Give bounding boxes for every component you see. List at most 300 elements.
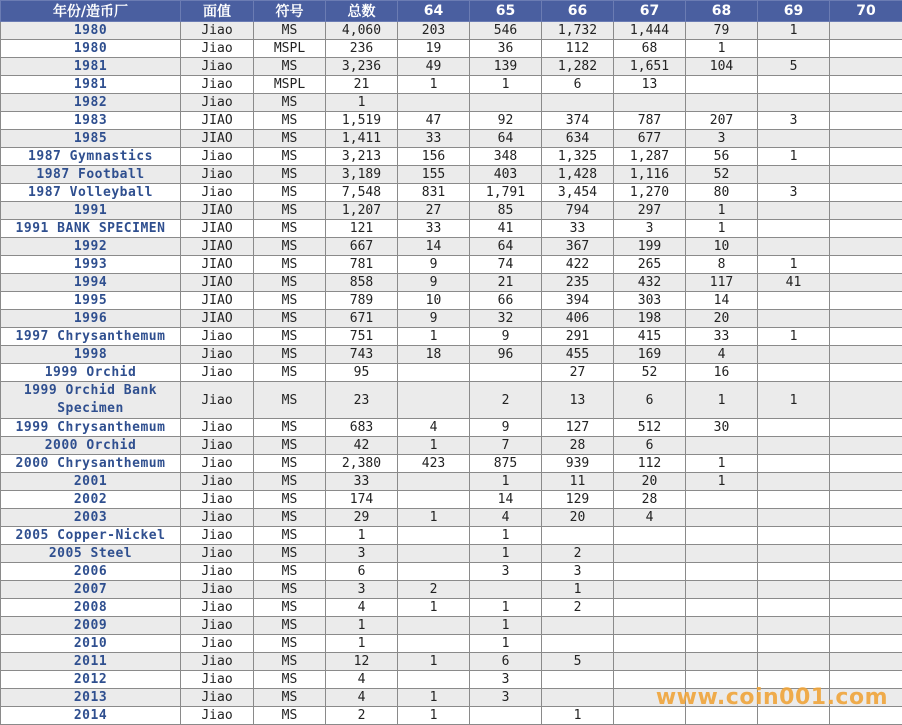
cell-g64 xyxy=(398,671,470,689)
cell-total: 6 xyxy=(326,563,398,581)
cell-g70 xyxy=(830,328,902,346)
cell-g66: 422 xyxy=(542,256,614,274)
cell-g66: 367 xyxy=(542,238,614,256)
cell-g65: 9 xyxy=(470,328,542,346)
cell-total: 42 xyxy=(326,437,398,455)
cell-g68: 1 xyxy=(686,382,758,419)
cell-designation: MS xyxy=(254,130,326,148)
cell-g70 xyxy=(830,599,902,617)
cell-g67: 112 xyxy=(614,455,686,473)
cell-g67 xyxy=(614,635,686,653)
cell-denomination: JIAO xyxy=(181,274,254,292)
cell-g64: 33 xyxy=(398,130,470,148)
cell-g65: 32 xyxy=(470,310,542,328)
cell-designation: MS xyxy=(254,527,326,545)
cell-g69 xyxy=(758,364,830,382)
cell-denomination: Jiao xyxy=(181,22,254,40)
cell-g64: 27 xyxy=(398,202,470,220)
cell-g66: 939 xyxy=(542,455,614,473)
cell-total: 4 xyxy=(326,689,398,707)
cell-g66: 374 xyxy=(542,112,614,130)
cell-total: 1,207 xyxy=(326,202,398,220)
cell-total: 1,411 xyxy=(326,130,398,148)
watermark: www.coin001.com xyxy=(656,685,888,710)
cell-total: 3 xyxy=(326,581,398,599)
cell-g64: 10 xyxy=(398,292,470,310)
cell-total: 12 xyxy=(326,653,398,671)
cell-g66 xyxy=(542,689,614,707)
cell-g68: 14 xyxy=(686,292,758,310)
cell-g66: 235 xyxy=(542,274,614,292)
cell-denomination: Jiao xyxy=(181,545,254,563)
cell-g67: 677 xyxy=(614,130,686,148)
cell-denomination: Jiao xyxy=(181,635,254,653)
cell-g67: 297 xyxy=(614,202,686,220)
cell-g66: 127 xyxy=(542,419,614,437)
cell-designation: MS xyxy=(254,148,326,166)
cell-g67: 198 xyxy=(614,310,686,328)
cell-g68: 52 xyxy=(686,166,758,184)
cell-g64: 9 xyxy=(398,274,470,292)
cell-denomination: JIAO xyxy=(181,130,254,148)
cell-g65: 36 xyxy=(470,40,542,58)
cell-total: 3 xyxy=(326,545,398,563)
cell-g65: 6 xyxy=(470,653,542,671)
cell-year: 2007 xyxy=(1,581,181,599)
cell-g67: 20 xyxy=(614,473,686,491)
cell-g65: 3 xyxy=(470,671,542,689)
cell-g70 xyxy=(830,202,902,220)
cell-year: 1987 Gymnastics xyxy=(1,148,181,166)
cell-g70 xyxy=(830,220,902,238)
cell-g68: 56 xyxy=(686,148,758,166)
cell-g68 xyxy=(686,581,758,599)
cell-g67 xyxy=(614,563,686,581)
cell-g67: 432 xyxy=(614,274,686,292)
cell-designation: MS xyxy=(254,707,326,725)
cell-g69 xyxy=(758,473,830,491)
cell-g64: 1 xyxy=(398,599,470,617)
cell-total: 3,236 xyxy=(326,58,398,76)
cell-denomination: Jiao xyxy=(181,455,254,473)
cell-g66: 129 xyxy=(542,491,614,509)
cell-g70 xyxy=(830,635,902,653)
cell-g66 xyxy=(542,527,614,545)
cell-year: 1996 xyxy=(1,310,181,328)
cell-g66: 13 xyxy=(542,382,614,419)
cell-g67 xyxy=(614,527,686,545)
cell-designation: MSPL xyxy=(254,76,326,94)
cell-g66: 794 xyxy=(542,202,614,220)
header-denomination: 面值 xyxy=(181,1,254,22)
cell-denomination: Jiao xyxy=(181,382,254,419)
cell-g65: 875 xyxy=(470,455,542,473)
cell-g64: 203 xyxy=(398,22,470,40)
cell-g64: 18 xyxy=(398,346,470,364)
cell-year: 1997 Chrysanthemum xyxy=(1,328,181,346)
cell-g70 xyxy=(830,581,902,599)
cell-g64: 1 xyxy=(398,509,470,527)
cell-total: 2,380 xyxy=(326,455,398,473)
cell-denomination: Jiao xyxy=(181,76,254,94)
cell-denomination: Jiao xyxy=(181,364,254,382)
cell-designation: MS xyxy=(254,455,326,473)
cell-total: 121 xyxy=(326,220,398,238)
cell-g69 xyxy=(758,581,830,599)
cell-total: 1 xyxy=(326,617,398,635)
cell-g69 xyxy=(758,545,830,563)
cell-total: 858 xyxy=(326,274,398,292)
table-row xyxy=(1,76,902,94)
cell-designation: MS xyxy=(254,617,326,635)
cell-g68: 104 xyxy=(686,58,758,76)
cell-g66: 3 xyxy=(542,563,614,581)
cell-designation: MS xyxy=(254,653,326,671)
cell-designation: MS xyxy=(254,635,326,653)
cell-g65: 21 xyxy=(470,274,542,292)
table-row xyxy=(1,292,902,310)
cell-g69 xyxy=(758,76,830,94)
cell-g66: 455 xyxy=(542,346,614,364)
cell-g66: 291 xyxy=(542,328,614,346)
cell-denomination: Jiao xyxy=(181,563,254,581)
cell-year: 2001 xyxy=(1,473,181,491)
cell-g64 xyxy=(398,563,470,581)
cell-g67: 512 xyxy=(614,419,686,437)
cell-total: 3,213 xyxy=(326,148,398,166)
cell-g65: 1 xyxy=(470,76,542,94)
cell-g70 xyxy=(830,184,902,202)
cell-designation: MS xyxy=(254,689,326,707)
cell-g70 xyxy=(830,274,902,292)
cell-total: 789 xyxy=(326,292,398,310)
cell-g70 xyxy=(830,40,902,58)
cell-g68: 1 xyxy=(686,455,758,473)
cell-total: 2 xyxy=(326,707,398,725)
cell-denomination: Jiao xyxy=(181,346,254,364)
cell-g66: 33 xyxy=(542,220,614,238)
cell-g68: 117 xyxy=(686,274,758,292)
cell-g66: 1,428 xyxy=(542,166,614,184)
cell-g64 xyxy=(398,491,470,509)
cell-g69 xyxy=(758,202,830,220)
cell-designation: MS xyxy=(254,184,326,202)
cell-g68 xyxy=(686,563,758,581)
cell-g64: 423 xyxy=(398,455,470,473)
cell-denomination: Jiao xyxy=(181,671,254,689)
cell-g66: 634 xyxy=(542,130,614,148)
cell-designation: MS xyxy=(254,346,326,364)
cell-designation: MS xyxy=(254,671,326,689)
cell-g65: 1 xyxy=(470,527,542,545)
cell-g69 xyxy=(758,419,830,437)
cell-g66 xyxy=(542,671,614,689)
table-row xyxy=(1,581,902,599)
cell-g64: 2 xyxy=(398,581,470,599)
cell-denomination: Jiao xyxy=(181,437,254,455)
cell-year: 1980 xyxy=(1,40,181,58)
cell-g67: 6 xyxy=(614,437,686,455)
cell-designation: MS xyxy=(254,364,326,382)
cell-g67: 6 xyxy=(614,382,686,419)
cell-total: 33 xyxy=(326,473,398,491)
table-row xyxy=(1,599,902,617)
cell-g67: 68 xyxy=(614,40,686,58)
cell-year: 2000 Chrysanthemum xyxy=(1,455,181,473)
table-row xyxy=(1,238,902,256)
cell-denomination: Jiao xyxy=(181,617,254,635)
cell-g67: 4 xyxy=(614,509,686,527)
cell-g64: 49 xyxy=(398,58,470,76)
cell-g68 xyxy=(686,527,758,545)
cell-g66: 28 xyxy=(542,437,614,455)
table-row xyxy=(1,310,902,328)
cell-denomination: Jiao xyxy=(181,58,254,76)
cell-g66: 1 xyxy=(542,707,614,725)
cell-g65: 64 xyxy=(470,238,542,256)
cell-year: 1995 xyxy=(1,292,181,310)
cell-total: 4 xyxy=(326,599,398,617)
cell-g65 xyxy=(470,94,542,112)
cell-g67: 28 xyxy=(614,491,686,509)
cell-g70 xyxy=(830,346,902,364)
cell-g64 xyxy=(398,473,470,491)
header-total: 总数 xyxy=(326,1,398,22)
cell-g65: 41 xyxy=(470,220,542,238)
cell-g67: 3 xyxy=(614,220,686,238)
cell-denomination: Jiao xyxy=(181,707,254,725)
cell-g67: 13 xyxy=(614,76,686,94)
header-grade-65: 65 xyxy=(470,1,542,22)
cell-year: 1999 Orchid xyxy=(1,364,181,382)
cell-g64 xyxy=(398,364,470,382)
cell-g67: 1,287 xyxy=(614,148,686,166)
cell-designation: MS xyxy=(254,58,326,76)
cell-g66: 2 xyxy=(542,599,614,617)
cell-designation: MS xyxy=(254,22,326,40)
table-row xyxy=(1,635,902,653)
table-row xyxy=(1,148,902,166)
cell-total: 1 xyxy=(326,635,398,653)
cell-g70 xyxy=(830,382,902,419)
cell-g64: 19 xyxy=(398,40,470,58)
cell-g64: 14 xyxy=(398,238,470,256)
cell-g68: 3 xyxy=(686,130,758,148)
cell-g64: 156 xyxy=(398,148,470,166)
cell-denomination: JIAO xyxy=(181,292,254,310)
cell-designation: MS xyxy=(254,292,326,310)
table-row xyxy=(1,166,902,184)
table-row xyxy=(1,419,902,437)
cell-g69 xyxy=(758,509,830,527)
cell-g68: 207 xyxy=(686,112,758,130)
cell-g68 xyxy=(686,617,758,635)
cell-g68: 1 xyxy=(686,473,758,491)
cell-year: 2005 Steel xyxy=(1,545,181,563)
cell-designation: MS xyxy=(254,256,326,274)
cell-g67: 415 xyxy=(614,328,686,346)
cell-designation: MS xyxy=(254,509,326,527)
table-row xyxy=(1,22,902,40)
table-row xyxy=(1,220,902,238)
table-row xyxy=(1,617,902,635)
cell-g68 xyxy=(686,509,758,527)
table-row xyxy=(1,491,902,509)
cell-denomination: Jiao xyxy=(181,166,254,184)
cell-denomination: Jiao xyxy=(181,94,254,112)
cell-designation: MS xyxy=(254,166,326,184)
cell-g66: 20 xyxy=(542,509,614,527)
cell-g65: 1 xyxy=(470,617,542,635)
cell-g66 xyxy=(542,635,614,653)
cell-g70 xyxy=(830,455,902,473)
cell-g69 xyxy=(758,455,830,473)
table-row xyxy=(1,473,902,491)
cell-total: 7,548 xyxy=(326,184,398,202)
cell-year: 1993 xyxy=(1,256,181,274)
cell-g69 xyxy=(758,617,830,635)
table-row xyxy=(1,382,902,419)
cell-g70 xyxy=(830,473,902,491)
cell-year: 2000 Orchid xyxy=(1,437,181,455)
cell-g64: 1 xyxy=(398,707,470,725)
cell-g69 xyxy=(758,491,830,509)
cell-g66 xyxy=(542,617,614,635)
cell-g69 xyxy=(758,130,830,148)
cell-denomination: JIAO xyxy=(181,238,254,256)
cell-denomination: Jiao xyxy=(181,599,254,617)
header-row xyxy=(1,1,902,22)
cell-total: 3,189 xyxy=(326,166,398,184)
cell-g67 xyxy=(614,94,686,112)
cell-g70 xyxy=(830,22,902,40)
cell-total: 4,060 xyxy=(326,22,398,40)
cell-g68 xyxy=(686,491,758,509)
cell-designation: MS xyxy=(254,94,326,112)
cell-designation: MS xyxy=(254,238,326,256)
cell-designation: MS xyxy=(254,437,326,455)
cell-g64: 1 xyxy=(398,328,470,346)
header-grade-70: 70 xyxy=(830,1,902,22)
cell-g66: 2 xyxy=(542,545,614,563)
cell-g70 xyxy=(830,292,902,310)
cell-year: 1982 xyxy=(1,94,181,112)
cell-g65: 1,791 xyxy=(470,184,542,202)
cell-g64 xyxy=(398,635,470,653)
cell-g66: 5 xyxy=(542,653,614,671)
cell-g67 xyxy=(614,599,686,617)
table-row xyxy=(1,545,902,563)
cell-g69 xyxy=(758,310,830,328)
cell-year: 2003 xyxy=(1,509,181,527)
cell-g68 xyxy=(686,635,758,653)
cell-total: 743 xyxy=(326,346,398,364)
cell-g66: 1 xyxy=(542,581,614,599)
cell-g67: 1,444 xyxy=(614,22,686,40)
cell-g70 xyxy=(830,509,902,527)
cell-denomination: Jiao xyxy=(181,473,254,491)
cell-g69: 3 xyxy=(758,112,830,130)
cell-g69 xyxy=(758,346,830,364)
cell-designation: MS xyxy=(254,382,326,419)
cell-g65: 96 xyxy=(470,346,542,364)
cell-g68: 16 xyxy=(686,364,758,382)
cell-g68 xyxy=(686,653,758,671)
cell-designation: MS xyxy=(254,310,326,328)
cell-g69 xyxy=(758,437,830,455)
cell-denomination: Jiao xyxy=(181,581,254,599)
cell-total: 1,519 xyxy=(326,112,398,130)
cell-year: 1999 Chrysanthemum xyxy=(1,419,181,437)
cell-denomination: Jiao xyxy=(181,689,254,707)
table-row xyxy=(1,346,902,364)
cell-g67: 169 xyxy=(614,346,686,364)
cell-designation: MS xyxy=(254,581,326,599)
cell-g69 xyxy=(758,599,830,617)
cell-total: 1 xyxy=(326,94,398,112)
cell-designation: MS xyxy=(254,545,326,563)
cell-g70 xyxy=(830,617,902,635)
cell-g65: 1 xyxy=(470,599,542,617)
table-row xyxy=(1,527,902,545)
table-row xyxy=(1,563,902,581)
cell-g68 xyxy=(686,599,758,617)
cell-denomination: Jiao xyxy=(181,653,254,671)
cell-g67: 1,116 xyxy=(614,166,686,184)
cell-denomination: JIAO xyxy=(181,256,254,274)
cell-g69: 41 xyxy=(758,274,830,292)
cell-g64: 4 xyxy=(398,419,470,437)
cell-year: 2005 Copper-Nickel xyxy=(1,527,181,545)
table-row xyxy=(1,274,902,292)
cell-g70 xyxy=(830,58,902,76)
cell-g69 xyxy=(758,563,830,581)
table-row xyxy=(1,184,902,202)
cell-g67: 1,270 xyxy=(614,184,686,202)
cell-g65: 74 xyxy=(470,256,542,274)
cell-g70 xyxy=(830,148,902,166)
cell-g64: 1 xyxy=(398,76,470,94)
cell-g64: 1 xyxy=(398,689,470,707)
cell-g70 xyxy=(830,130,902,148)
cell-year: 2010 xyxy=(1,635,181,653)
cell-year: 2008 xyxy=(1,599,181,617)
cell-denomination: Jiao xyxy=(181,509,254,527)
cell-g65: 66 xyxy=(470,292,542,310)
cell-g68 xyxy=(686,76,758,94)
cell-g67: 265 xyxy=(614,256,686,274)
cell-g69: 1 xyxy=(758,328,830,346)
cell-year: 2012 xyxy=(1,671,181,689)
table-row xyxy=(1,455,902,473)
cell-g64 xyxy=(398,94,470,112)
table-row xyxy=(1,256,902,274)
cell-total: 683 xyxy=(326,419,398,437)
table-row xyxy=(1,328,902,346)
cell-designation: MS xyxy=(254,274,326,292)
cell-designation: MS xyxy=(254,599,326,617)
cell-g69 xyxy=(758,94,830,112)
cell-g68: 8 xyxy=(686,256,758,274)
cell-g64 xyxy=(398,545,470,563)
cell-denomination: Jiao xyxy=(181,527,254,545)
table-row xyxy=(1,130,902,148)
cell-g64: 155 xyxy=(398,166,470,184)
cell-g65: 14 xyxy=(470,491,542,509)
cell-g70 xyxy=(830,364,902,382)
cell-total: 667 xyxy=(326,238,398,256)
table-row xyxy=(1,509,902,527)
